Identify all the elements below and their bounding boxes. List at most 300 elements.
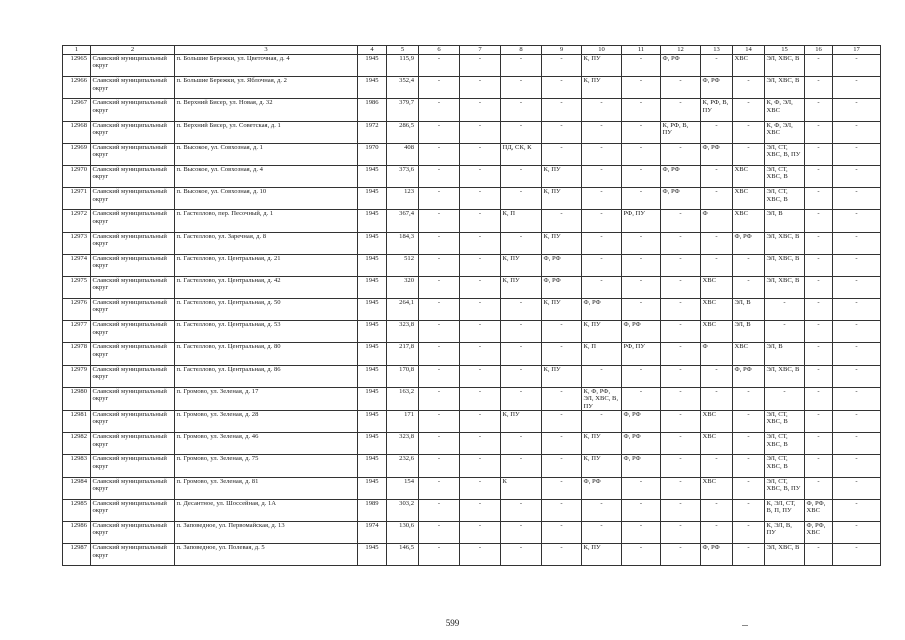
cell-col-17: - — [833, 299, 881, 321]
cell-municipality: Славский муниципальный округ — [91, 521, 175, 543]
table-row — [63, 276, 881, 298]
cell-col-8: - — [501, 343, 542, 365]
column-header-2: 2 — [91, 46, 175, 55]
cell-record-number: 12987 — [63, 544, 91, 566]
cell-col-9: - — [542, 521, 582, 543]
cell-col-7: - — [460, 411, 501, 433]
cell-col-14: - — [733, 411, 765, 433]
cell-col-11: - — [622, 499, 661, 521]
cell-col-8: - — [501, 55, 542, 77]
column-header-17: 17 — [833, 46, 881, 55]
cell-record-number: 12980 — [63, 387, 91, 410]
cell-col-15: ЭЛ, ХВС, В — [765, 55, 805, 77]
cell-record-number: 12970 — [63, 165, 91, 187]
cell-col-17: - — [833, 77, 881, 99]
cell-col-11: Ф, РФ — [622, 411, 661, 433]
cell-col-15: ЭЛ, ХВС, В — [765, 232, 805, 254]
cell-address: п. Гастеллово, ул. Центральная, д. 80 — [175, 343, 358, 365]
cell-col-12: - — [661, 254, 701, 276]
cell-municipality: Славский муниципальный округ — [91, 232, 175, 254]
cell-municipality: Славский муниципальный округ — [91, 455, 175, 477]
cell-col-7: - — [460, 276, 501, 298]
cell-col-11: РФ, ПУ — [622, 343, 661, 365]
cell-record-number: 12974 — [63, 254, 91, 276]
cell-col-8: К — [501, 477, 542, 499]
cell-col-14: - — [733, 387, 765, 410]
cell-col-13: - — [701, 499, 733, 521]
cell-col-14: - — [733, 477, 765, 499]
cell-municipality: Славский муниципальный округ — [91, 499, 175, 521]
cell-col-17: - — [833, 477, 881, 499]
table-row — [63, 232, 881, 254]
cell-col-8: К, ПУ — [501, 254, 542, 276]
cell-col-13: - — [701, 365, 733, 387]
cell-col-17: - — [833, 121, 881, 143]
cell-area: 115,9 — [387, 55, 419, 77]
cell-municipality: Славский муниципальный округ — [91, 411, 175, 433]
cell-col-6: - — [419, 188, 460, 210]
cell-col-8: К, ПУ — [501, 276, 542, 298]
column-header-11: 11 — [622, 46, 661, 55]
cell-col-7: - — [460, 521, 501, 543]
cell-address: п. Гастеллово, ул. Центральная, д. 42 — [175, 276, 358, 298]
cell-col-15: ЭЛ, ХВС, В — [765, 276, 805, 298]
cell-area: 184,3 — [387, 232, 419, 254]
table-row — [63, 455, 881, 477]
cell-area: 171 — [387, 411, 419, 433]
cell-municipality: Славский муниципальный округ — [91, 99, 175, 121]
cell-col-7: - — [460, 321, 501, 343]
cell-build-year: 1945 — [358, 55, 387, 77]
table-row — [63, 521, 881, 543]
cell-municipality: Славский муниципальный округ — [91, 210, 175, 232]
cell-municipality: Славский муниципальный округ — [91, 165, 175, 187]
cell-col-14: ЭЛ, В — [733, 299, 765, 321]
cell-col-11: - — [622, 77, 661, 99]
cell-col-12: - — [661, 455, 701, 477]
cell-col-15: К, Ф, ЭЛ, ХВС — [765, 99, 805, 121]
cell-col-11: - — [622, 188, 661, 210]
column-header-5: 5 — [387, 46, 419, 55]
cell-col-10: К, П — [582, 343, 622, 365]
cell-area: 232,6 — [387, 455, 419, 477]
cell-col-6: - — [419, 99, 460, 121]
cell-build-year: 1945 — [358, 387, 387, 410]
cell-col-14: ЭЛ, В — [733, 321, 765, 343]
cell-col-13: ХВС — [701, 321, 733, 343]
cell-col-8: - — [501, 433, 542, 455]
cell-col-10: Ф, РФ — [582, 477, 622, 499]
cell-col-15: ЭЛ, СТ, ХВС, В — [765, 455, 805, 477]
table-row — [63, 121, 881, 143]
cell-col-8: - — [501, 121, 542, 143]
cell-area: 163,2 — [387, 387, 419, 410]
cell-area: 170,8 — [387, 365, 419, 387]
cell-col-13: ХВС — [701, 433, 733, 455]
cell-col-10: К, ПУ — [582, 544, 622, 566]
cell-address: п. Высокое, ул. Совхозная, д. 1 — [175, 143, 358, 165]
cell-build-year: 1989 — [358, 499, 387, 521]
cell-col-15: - — [765, 387, 805, 410]
cell-col-16: - — [805, 55, 833, 77]
cell-col-14: ХВС — [733, 55, 765, 77]
cell-col-14: ХВС — [733, 165, 765, 187]
cell-col-17: - — [833, 499, 881, 521]
cell-col-16: - — [805, 365, 833, 387]
cell-col-10: К, Ф, РФ, ЭЛ, ХВС, В, ПУ — [582, 387, 622, 410]
cell-col-7: - — [460, 499, 501, 521]
cell-col-9: Ф, РФ — [542, 276, 582, 298]
cell-col-6: - — [419, 321, 460, 343]
cell-col-12: - — [661, 77, 701, 99]
housing-registry-table — [62, 45, 881, 566]
cell-col-10: - — [582, 365, 622, 387]
cell-col-17: - — [833, 387, 881, 410]
column-header-7: 7 — [460, 46, 501, 55]
column-header-13: 13 — [701, 46, 733, 55]
cell-area: 217,8 — [387, 343, 419, 365]
cell-col-16: - — [805, 433, 833, 455]
cell-col-16: - — [805, 121, 833, 143]
cell-col-12: Ф, РФ — [661, 55, 701, 77]
cell-col-9: - — [542, 343, 582, 365]
cell-build-year: 1970 — [358, 143, 387, 165]
cell-col-10: К, ПУ — [582, 77, 622, 99]
cell-address: п. Громово, ул. Зеленая, д. 75 — [175, 455, 358, 477]
cell-col-15: ЭЛ, ХВС, В — [765, 365, 805, 387]
cell-build-year: 1945 — [358, 77, 387, 99]
cell-record-number: 12968 — [63, 121, 91, 143]
cell-col-10: - — [582, 276, 622, 298]
cell-col-16: - — [805, 343, 833, 365]
cell-col-6: - — [419, 143, 460, 165]
cell-record-number: 12977 — [63, 321, 91, 343]
cell-area: 367,4 — [387, 210, 419, 232]
cell-record-number: 12984 — [63, 477, 91, 499]
cell-area: 123 — [387, 188, 419, 210]
cell-col-12: - — [661, 544, 701, 566]
cell-col-16: - — [805, 232, 833, 254]
cell-col-7: - — [460, 544, 501, 566]
cell-address: п. Верхний Бисер, ул. Новая, д. 32 — [175, 99, 358, 121]
cell-build-year: 1945 — [358, 365, 387, 387]
cell-col-15: ЭЛ, ХВС, В — [765, 544, 805, 566]
cell-col-9: - — [542, 321, 582, 343]
cell-col-11: - — [622, 232, 661, 254]
cell-col-17: - — [833, 99, 881, 121]
cell-col-15: ЭЛ, ХВС, В — [765, 77, 805, 99]
cell-col-6: - — [419, 411, 460, 433]
cell-col-12: - — [661, 411, 701, 433]
cell-col-17: - — [833, 455, 881, 477]
cell-col-17: - — [833, 55, 881, 77]
table-row — [63, 299, 881, 321]
cell-col-14: - — [733, 433, 765, 455]
cell-col-10: - — [582, 254, 622, 276]
cell-col-11: - — [622, 544, 661, 566]
cell-address: п. Верхний Бисер, ул. Советская, д. 1 — [175, 121, 358, 143]
cell-col-17: - — [833, 365, 881, 387]
cell-build-year: 1972 — [358, 121, 387, 143]
cell-address: п. Гастеллово, ул. Центральная, д. 86 — [175, 365, 358, 387]
cell-col-13: ХВС — [701, 299, 733, 321]
cell-col-6: - — [419, 521, 460, 543]
cell-area: 408 — [387, 143, 419, 165]
cell-col-10: - — [582, 210, 622, 232]
cell-address: п. Громово, ул. Зеленая, д. 28 — [175, 411, 358, 433]
cell-address: п. Гастеллово, ул. Центральная, д. 21 — [175, 254, 358, 276]
cell-col-14: - — [733, 276, 765, 298]
cell-col-12: - — [661, 99, 701, 121]
cell-address: п. Громово, ул. Зеленая, д. 81 — [175, 477, 358, 499]
cell-col-9: - — [542, 77, 582, 99]
cell-address: п. Заповедное, ул. Полевая, д. 5 — [175, 544, 358, 566]
cell-address: п. Громово, ул. Зеленая, д. 46 — [175, 433, 358, 455]
cell-municipality: Славский муниципальный округ — [91, 77, 175, 99]
cell-col-16: - — [805, 477, 833, 499]
cell-col-13: Ф — [701, 210, 733, 232]
column-header-14: 14 — [733, 46, 765, 55]
cell-col-12: - — [661, 477, 701, 499]
cell-col-7: - — [460, 188, 501, 210]
cell-col-14: Ф, РФ — [733, 365, 765, 387]
cell-col-9: - — [542, 411, 582, 433]
cell-address: п. Высокое, ул. Совхозная, д. 4 — [175, 165, 358, 187]
cell-col-15: ЭЛ, СТ, ХВС, В — [765, 188, 805, 210]
cell-col-10: - — [582, 143, 622, 165]
cell-record-number: 12986 — [63, 521, 91, 543]
cell-col-12: - — [661, 232, 701, 254]
cell-col-13: Ф — [701, 343, 733, 365]
cell-area: 352,4 — [387, 77, 419, 99]
cell-col-11: - — [622, 276, 661, 298]
cell-col-17: - — [833, 254, 881, 276]
cell-record-number: 12967 — [63, 99, 91, 121]
cell-build-year: 1945 — [358, 276, 387, 298]
cell-col-16: - — [805, 321, 833, 343]
cell-col-9: - — [542, 544, 582, 566]
cell-address: п. Гастеллово, ул. Центральная, д. 50 — [175, 299, 358, 321]
cell-col-11: Ф, РФ — [622, 321, 661, 343]
cell-address: п. Гастеллово, ул. Заречная, д. 8 — [175, 232, 358, 254]
table-row — [63, 99, 881, 121]
cell-col-9: - — [542, 477, 582, 499]
cell-col-7: - — [460, 210, 501, 232]
column-header-15: 15 — [765, 46, 805, 55]
cell-col-15: ЭЛ, В — [765, 210, 805, 232]
cell-col-14: Ф, РФ — [733, 232, 765, 254]
cell-col-17: - — [833, 210, 881, 232]
cell-col-17: - — [833, 343, 881, 365]
cell-address: п. Громово, ул. Зеленая, д. 17 — [175, 387, 358, 410]
cell-build-year: 1945 — [358, 544, 387, 566]
cell-col-13: - — [701, 387, 733, 410]
cell-col-10: Ф, РФ — [582, 299, 622, 321]
cell-col-8: К, ПУ — [501, 411, 542, 433]
column-header-6: 6 — [419, 46, 460, 55]
cell-record-number: 12978 — [63, 343, 91, 365]
cell-col-12: - — [661, 387, 701, 410]
cell-col-10: К, ПУ — [582, 55, 622, 77]
cell-col-16: Ф, РФ, ХВС — [805, 521, 833, 543]
cell-col-11: - — [622, 299, 661, 321]
cell-address: п. Большие Бережки, ул. Цветочная, д. 4 — [175, 55, 358, 77]
cell-col-7: - — [460, 99, 501, 121]
cell-municipality: Славский муниципальный округ — [91, 121, 175, 143]
cell-col-8: - — [501, 365, 542, 387]
cell-col-8: - — [501, 321, 542, 343]
table-row — [63, 55, 881, 77]
cell-col-6: - — [419, 433, 460, 455]
cell-address: п. Высокое, ул. Совхозная, д. 10 — [175, 188, 358, 210]
cell-col-9: К, ПУ — [542, 299, 582, 321]
cell-build-year: 1974 — [358, 521, 387, 543]
cell-col-15: ЭЛ, СТ, ХВС, В, ПУ — [765, 143, 805, 165]
cell-col-11: - — [622, 254, 661, 276]
table-header — [63, 46, 881, 55]
column-header-8: 8 — [501, 46, 542, 55]
cell-col-15: ЭЛ, СТ, ХВС, В, ПУ — [765, 477, 805, 499]
cell-col-8: К, П — [501, 210, 542, 232]
cell-col-7: - — [460, 232, 501, 254]
cell-col-17: - — [833, 276, 881, 298]
cell-col-12: К, РФ, В, ПУ — [661, 121, 701, 143]
cell-col-16: - — [805, 276, 833, 298]
cell-address: п. Заповедное, ул. Первомайская, д. 13 — [175, 521, 358, 543]
cell-col-17: - — [833, 521, 881, 543]
cell-col-8: - — [501, 232, 542, 254]
cell-build-year: 1945 — [358, 299, 387, 321]
cell-col-8: - — [501, 165, 542, 187]
cell-col-6: - — [419, 276, 460, 298]
cell-record-number: 12972 — [63, 210, 91, 232]
table-row — [63, 343, 881, 365]
cell-col-6: - — [419, 544, 460, 566]
cell-col-14: - — [733, 77, 765, 99]
cell-col-6: - — [419, 55, 460, 77]
cell-col-17: - — [833, 411, 881, 433]
cell-area: 379,7 — [387, 99, 419, 121]
cell-col-9: К, ПУ — [542, 165, 582, 187]
cell-col-16: - — [805, 387, 833, 410]
cell-area: 373,6 — [387, 165, 419, 187]
table-row — [63, 365, 881, 387]
cell-record-number: 12976 — [63, 299, 91, 321]
cell-col-9: К, ПУ — [542, 232, 582, 254]
cell-build-year: 1945 — [358, 165, 387, 187]
cell-area: 146,5 — [387, 544, 419, 566]
header-row — [63, 46, 881, 55]
cell-col-8: - — [501, 499, 542, 521]
cell-col-8: - — [501, 387, 542, 410]
cell-build-year: 1945 — [358, 232, 387, 254]
cell-col-7: - — [460, 299, 501, 321]
cell-col-15: ЭЛ, СТ, ХВС, В — [765, 165, 805, 187]
cell-build-year: 1945 — [358, 321, 387, 343]
cell-col-17: - — [833, 232, 881, 254]
cell-col-15: К, Ф, ЭЛ, ХВС — [765, 121, 805, 143]
cell-col-9: Ф, РФ — [542, 254, 582, 276]
cell-municipality: Славский муниципальный округ — [91, 365, 175, 387]
cell-col-12: - — [661, 433, 701, 455]
cell-build-year: 1945 — [358, 343, 387, 365]
cell-col-14: ХВС — [733, 343, 765, 365]
cell-col-13: - — [701, 232, 733, 254]
table-row — [63, 210, 881, 232]
table-row — [63, 499, 881, 521]
cell-municipality: Славский муниципальный округ — [91, 254, 175, 276]
cell-municipality: Славский муниципальный округ — [91, 433, 175, 455]
cell-municipality: Славский муниципальный округ — [91, 477, 175, 499]
cell-col-11: РФ, ПУ — [622, 210, 661, 232]
cell-col-16: - — [805, 143, 833, 165]
cell-record-number: 12965 — [63, 55, 91, 77]
cell-municipality: Славский муниципальный округ — [91, 387, 175, 410]
cell-municipality: Славский муниципальный округ — [91, 188, 175, 210]
cell-col-6: - — [419, 387, 460, 410]
cell-col-12: - — [661, 499, 701, 521]
cell-area: 303,2 — [387, 499, 419, 521]
cell-col-17: - — [833, 321, 881, 343]
cell-col-7: - — [460, 77, 501, 99]
table-row — [63, 387, 881, 410]
cell-col-13: К, РФ, В, ПУ — [701, 99, 733, 121]
cell-build-year: 1945 — [358, 477, 387, 499]
cell-col-15: - — [765, 321, 805, 343]
cell-col-13: - — [701, 521, 733, 543]
cell-build-year: 1945 — [358, 254, 387, 276]
cell-col-13: ХВС — [701, 477, 733, 499]
cell-municipality: Славский муниципальный округ — [91, 544, 175, 566]
cell-record-number: 12985 — [63, 499, 91, 521]
cell-address: п. Большие Бережки, ул. Яблочная, д. 2 — [175, 77, 358, 99]
cell-col-13: - — [701, 55, 733, 77]
cell-col-16: - — [805, 299, 833, 321]
cell-col-9: - — [542, 499, 582, 521]
cell-area: 264,1 — [387, 299, 419, 321]
cell-col-12: - — [661, 521, 701, 543]
page-number: 599 — [445, 618, 460, 628]
column-header-16: 16 — [805, 46, 833, 55]
cell-col-6: - — [419, 455, 460, 477]
cell-col-10: К, ПУ — [582, 455, 622, 477]
cell-col-7: - — [460, 343, 501, 365]
cell-col-12: - — [661, 143, 701, 165]
cell-record-number: 12969 — [63, 143, 91, 165]
cell-col-15: К, ЭЛ, СТ, В, П, ПУ — [765, 499, 805, 521]
cell-col-8: - — [501, 299, 542, 321]
cell-col-13: ХВС — [701, 411, 733, 433]
cell-col-8: - — [501, 188, 542, 210]
cell-col-17: - — [833, 433, 881, 455]
cell-col-7: - — [460, 121, 501, 143]
cell-municipality: Славский муниципальный округ — [91, 143, 175, 165]
cell-build-year: 1945 — [358, 433, 387, 455]
cell-municipality: Славский муниципальный округ — [91, 299, 175, 321]
cell-record-number: 12979 — [63, 365, 91, 387]
table-row — [63, 321, 881, 343]
cell-col-14: - — [733, 455, 765, 477]
cell-col-15: ЭЛ, СТ, ХВС, В — [765, 411, 805, 433]
cell-col-12: - — [661, 365, 701, 387]
cell-col-14: - — [733, 521, 765, 543]
cell-area: 286,5 — [387, 121, 419, 143]
cell-col-16: - — [805, 411, 833, 433]
cell-col-13: - — [701, 254, 733, 276]
cell-col-7: - — [460, 455, 501, 477]
cell-col-12: - — [661, 343, 701, 365]
cell-col-6: - — [419, 77, 460, 99]
